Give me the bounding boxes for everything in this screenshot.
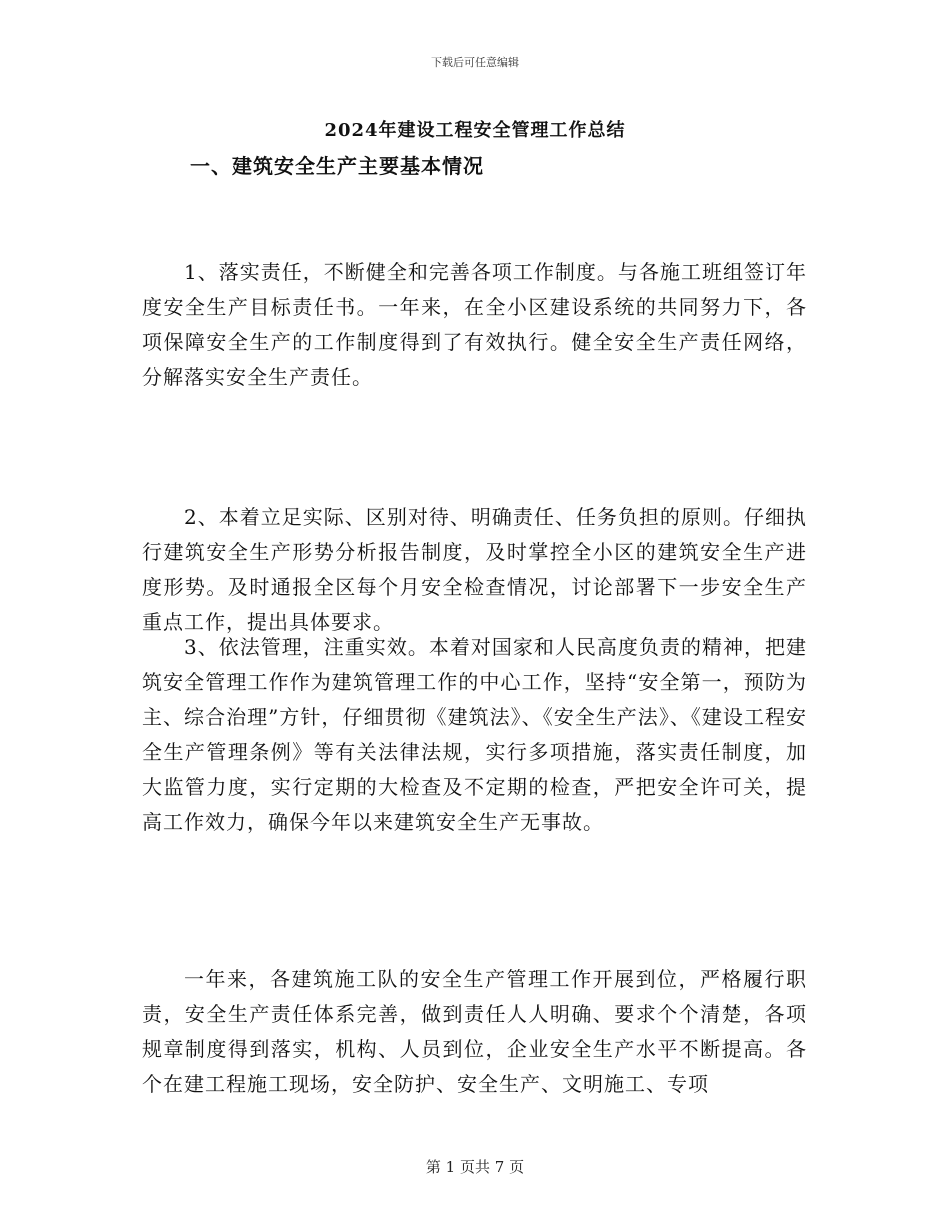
- paragraph-2: 2、本着立足实际、区别对待、明确责任、任务负担的原则。仔细执行建筑安全生产形势分析报告制度，及时掌控全小区的建筑安全生产进度形势。及时通报全区每个月安全检查情况，讨论部署下一步安全生产重点工作，提出具体要求。: [142, 505, 807, 634]
- paragraph-3: 3、依法管理，注重实效。本着对国家和人民高度负责的精神，把建筑安全管理工作作为建筑管理工作的中心工作，坚持“安全第一，预防为主、综合治理”方针，仔细贯彻《建筑法》、《安全生产法》、《建设工程安全生产管理条例》等有关法律法规，实行多项措施，落实责任制度，加大监管力度，实行定期的大检查及不定期的检查，严把安全许可关，提高工作效力，确保今年以来建筑安全生产无事故。: [142, 635, 807, 834]
- paragraph-1: 1、落实责任，不断健全和完善各项工作制度。与各施工班组签订年度安全生产目标责任书。一年来，在全小区建设系统的共同努力下，各项保障安全生产的工作制度得到了有效执行。健全安全生产责任网络，分解落实安全生产责任。: [142, 260, 807, 389]
- document-title: 2024年建设工程安全管理工作总结: [324, 120, 626, 141]
- paragraph-4: 一年来，各建筑施工队的安全生产管理工作开展到位，严格履行职责，安全生产责任体系完善，做到责任人人明确、要求个个清楚，各项规章制度得到落实，机构、人员到位，企业安全生产水平不断提高。各个在建工程施工现场，安全防护、安全生产、文明施工、专项: [142, 967, 807, 1096]
- section-heading: 一、建筑安全生产主要基本情况: [190, 154, 484, 178]
- header-note: 下载后可任意编辑: [431, 56, 519, 69]
- page-number: 第 1 页共 7 页: [425, 1158, 525, 1176]
